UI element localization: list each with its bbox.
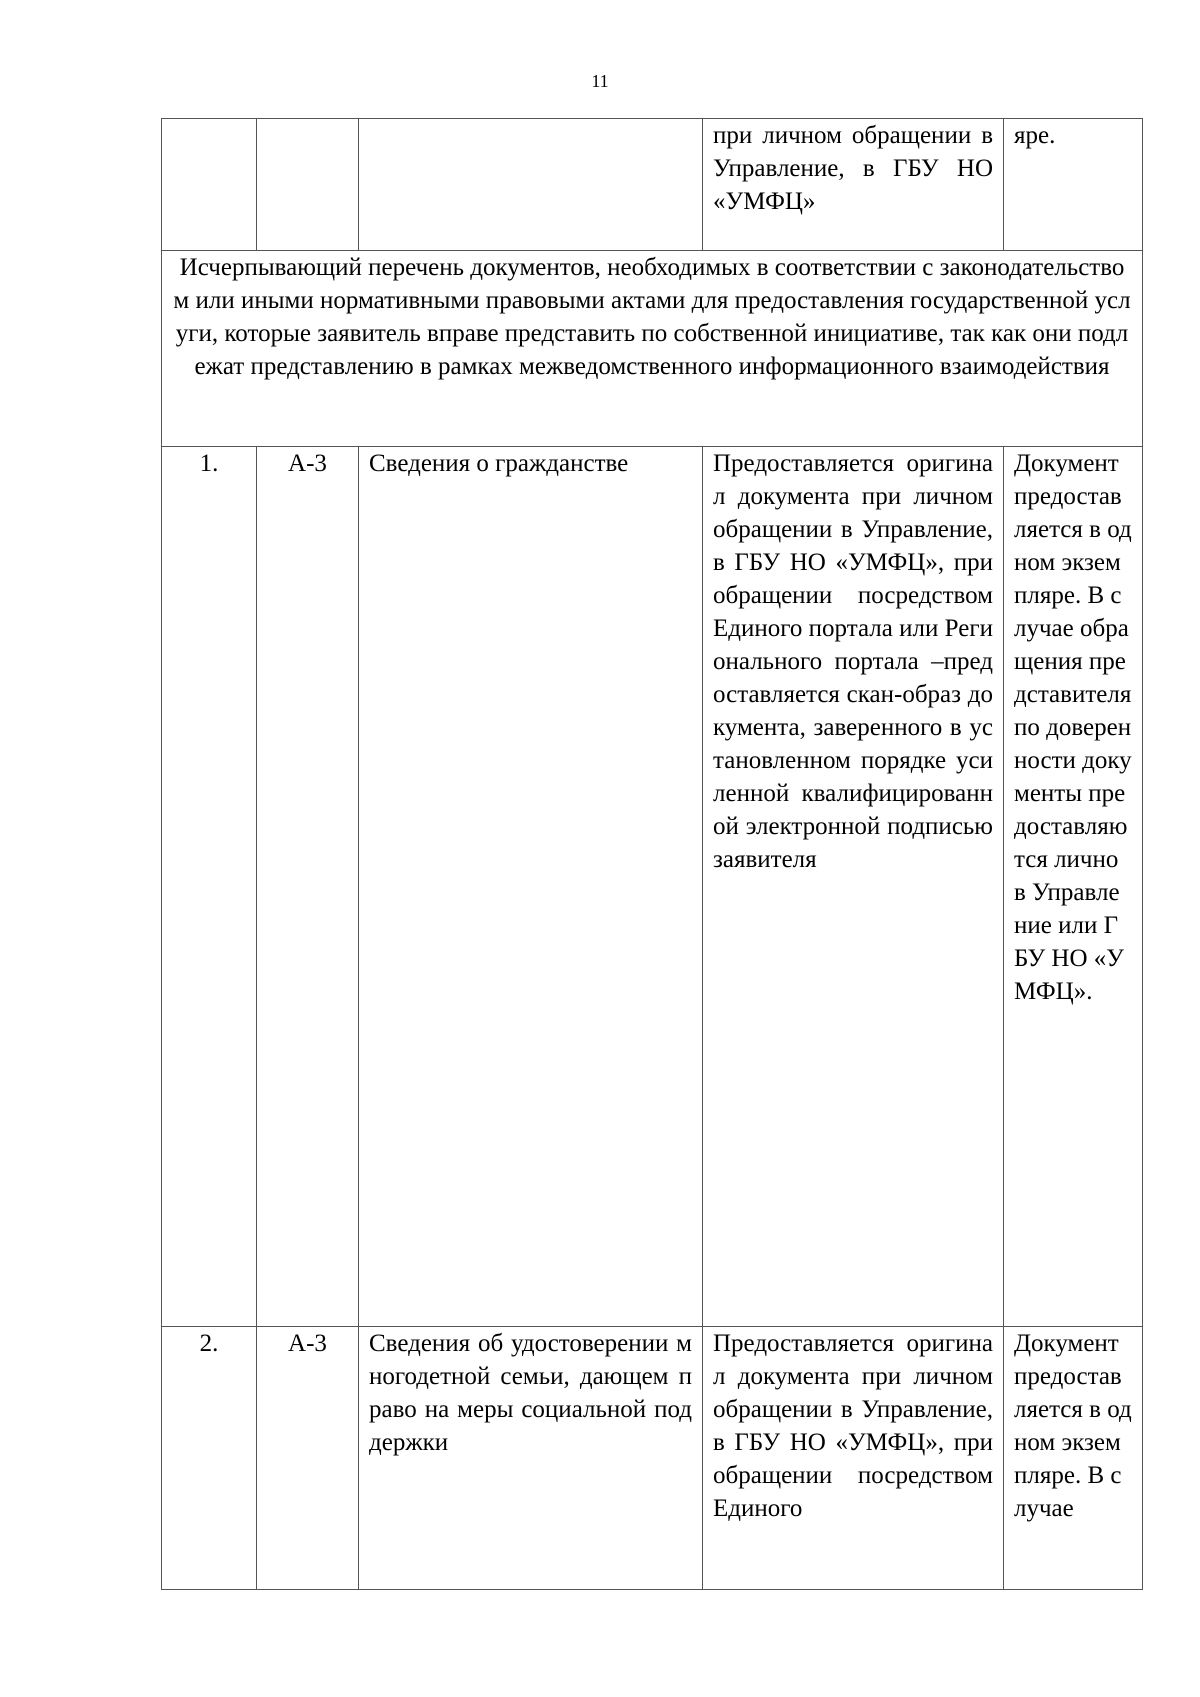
cell-note: яре. [1004, 119, 1143, 251]
documents-table [161, 118, 1143, 1590]
cell-number-empty [162, 119, 257, 251]
cell-note: Документ предоставляется в одном экземпляре. В случае обращения представителя по доверенности документы предоставляются лично в Управление или ГБУ НО «УМФЦ». [1004, 447, 1143, 1327]
cell-category: А-3 [257, 1327, 359, 1590]
table-row-continuation [162, 119, 1143, 251]
cell-note: Документ предоставляется в одном экземпляре. В случае [1004, 1327, 1143, 1590]
cell-document-name: Сведения о гражданстве [359, 447, 703, 1327]
cell-category: А-3 [257, 447, 359, 1327]
cell-row-number: 2. [162, 1327, 257, 1590]
cell-row-number: 1. [162, 447, 257, 1327]
section-header-row [162, 251, 1143, 447]
cell-document-empty [359, 119, 703, 251]
table-row [162, 447, 1143, 1327]
cell-submission-method: Предоставляется оригинал документа при личном обращении в Управление, в ГБУ НО «УМФЦ», при обращении посредством Единого [703, 1327, 1004, 1590]
cell-category-empty [257, 119, 359, 251]
table-row [162, 1327, 1143, 1590]
page-number: 11 [591, 71, 609, 91]
cell-document-name: Сведения об удостоверении многодетной семьи, дающем право на меры социальной поддержки [359, 1327, 703, 1590]
section-header: Исчерпывающий перечень документов, необходимых в соответствии с законодательством или иными нормативными правовыми актами для предоставления государственной услуги, которые заявитель вправе представить по собственной инициативе, так как они подлежат представлению в рамках межведомственного информационного взаимодействия [162, 251, 1143, 447]
cell-submission-method: Предоставляется оригинал документа при личном обращении в Управление, в ГБУ НО «УМФЦ», при обращении посредством Единого портала или Регионального портала –предоставляется скан-образ документа, заверенного в установленном порядке усиленной квалифицированной электронной подписью заявителя [703, 447, 1004, 1327]
cell-submission-method: при личном обращении в Управление, в ГБУ НО «УМФЦ» [703, 119, 1004, 251]
